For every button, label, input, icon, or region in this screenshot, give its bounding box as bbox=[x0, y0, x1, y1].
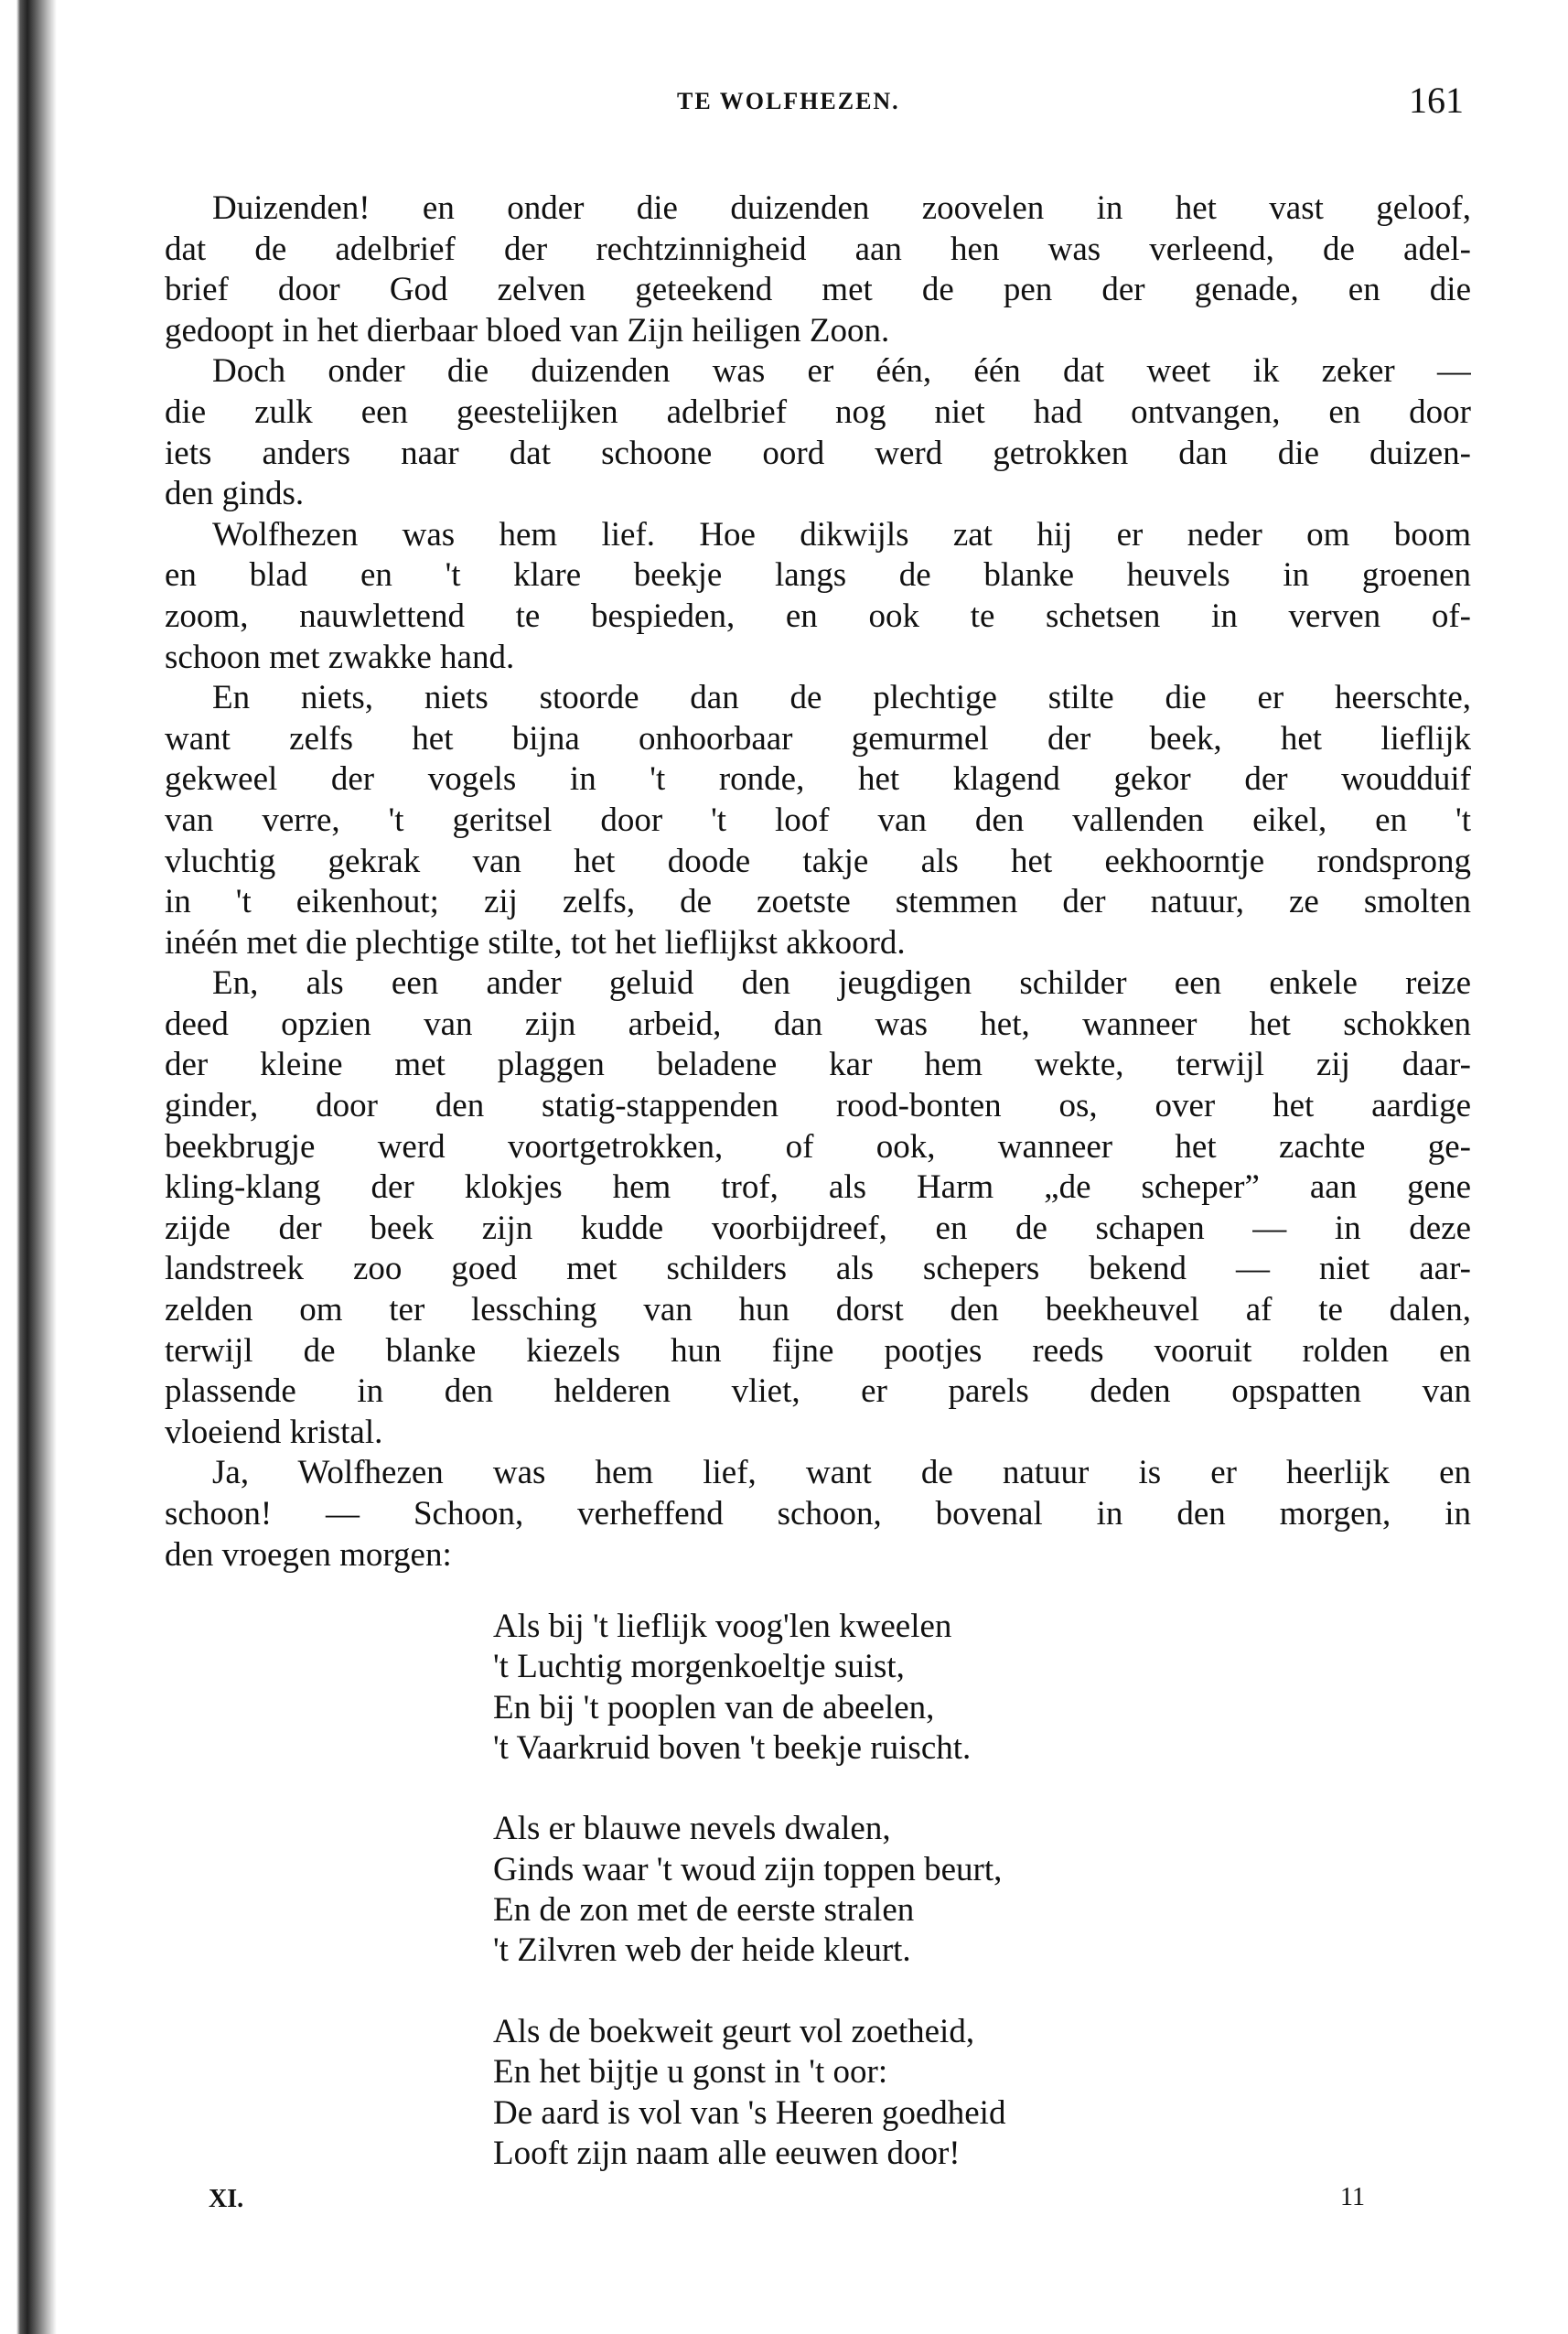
text-line: zoom, nauwlettend te bespieden, en ook te schetsen in verven of- bbox=[165, 597, 1471, 635]
text-line: die zulk een geestelijken adelbrief nog niet had ontvangen, en door bbox=[165, 393, 1471, 431]
poem-line: Looft zijn naam alle eeuwen door! bbox=[493, 2134, 961, 2172]
poem-line: 't Vaarkruid boven 't beekje ruischt. bbox=[493, 1728, 972, 1767]
paragraph bbox=[165, 963, 1471, 1453]
text-line: in 't eikenhout; zij zelfs, de zoetste stemmen der natuur, ze smolten bbox=[165, 883, 1471, 921]
text-line: landstreek zoo goed met schilders als schepers bekend — niet aar- bbox=[165, 1250, 1471, 1288]
poem-stanza bbox=[493, 1809, 1005, 1971]
text-line: den ginds. bbox=[165, 475, 305, 513]
text-line: schoon! — Schoon, verheffend schoon, bovenal in den morgen, in bbox=[165, 1495, 1471, 1533]
text-line: En niets, niets stoorde dan de plechtige stilte die er heerschte, bbox=[212, 679, 1471, 717]
text-line: Wolfhezen was hem lief. Hoe dikwijls zat hij er neder om boom bbox=[212, 515, 1471, 554]
body-text bbox=[165, 188, 1471, 1576]
text-line: schoon met zwakke hand. bbox=[165, 638, 515, 676]
poem-line: De aard is vol van 's Heeren goedheid bbox=[493, 2093, 1006, 2132]
text-line: der kleine met plaggen beladene kar hem wekte, terwijl zij daar- bbox=[165, 1046, 1471, 1084]
text-line: beekbrugje werd voortgetrokken, of ook, wanneer het zachte ge- bbox=[165, 1127, 1471, 1166]
poem-line: Als de boekweit geurt vol zoetheid, bbox=[493, 2012, 975, 2050]
text-line: iets anders naar dat schoone oord werd getrokken dan die duizen- bbox=[165, 434, 1471, 472]
text-line: brief door God zelven geteekend met de pen der genade, en die bbox=[165, 271, 1471, 309]
paragraph bbox=[165, 188, 1471, 351]
text-line: deed opzien van zijn arbeid, dan was het, wanneer het schokken bbox=[165, 1005, 1471, 1043]
signature-mark: XI. bbox=[209, 2185, 244, 2213]
poem-line: En de zon met de eerste stralen bbox=[493, 1891, 915, 1930]
poem-line: Ginds waar 't woud zijn toppen beurt, bbox=[493, 1850, 1003, 1888]
text-line: Ja, Wolfhezen was hem lief, want de natuur is er heerlijk en bbox=[212, 1454, 1471, 1492]
scan-edge bbox=[0, 0, 57, 2334]
poem-line: 't Luchtig morgenkoeltje suist, bbox=[493, 1648, 905, 1686]
poem-line: Als bij 't lieflijk voog'len kweelen bbox=[493, 1608, 952, 1645]
text-line: want zelfs het bijna onhoorbaar gemurmel der beek, het lieflijk bbox=[165, 719, 1471, 758]
text-line: En, als een ander geluid den jeugdigen schilder een enkele reize bbox=[212, 964, 1471, 1003]
text-line: vloeiend kristal. bbox=[165, 1413, 383, 1451]
text-line: inéén met die plechtige stilte, tot het lieflijkst akkoord. bbox=[165, 923, 906, 962]
sheet-number: 11 bbox=[1340, 2183, 1365, 2211]
text-line: Duizenden! en onder die duizenden zoovelen in het vast geloof, bbox=[212, 189, 1471, 227]
text-line: den vroegen morgen: bbox=[165, 1535, 452, 1574]
text-line: kling-klang der klokjes hem trof, als Harm „de scheper” aan gene bbox=[165, 1168, 1471, 1207]
text-line: zijde der beek zijn kudde voorbijdreef, en de schapen — in deze bbox=[165, 1209, 1471, 1247]
poem bbox=[493, 1607, 1005, 2214]
text-line: terwijl de blanke kiezels hun fijne pootjes reeds vooruit rolden en bbox=[165, 1331, 1471, 1370]
paragraph bbox=[165, 1453, 1471, 1576]
text-line: vluchtig gekrak van het doode takje als het eekhoorntje rondsprong bbox=[165, 842, 1471, 880]
page-number: 161 bbox=[1409, 80, 1464, 121]
text-line: dat de adelbrief der rechtzinnigheid aan hen was verleend, de adel- bbox=[165, 230, 1471, 268]
text-line: Doch onder die duizenden was er één, één dat weet ik zeker — bbox=[212, 352, 1471, 391]
poem-line: En bij 't pooplen van de abeelen, bbox=[493, 1688, 935, 1726]
poem-line: En het bijtje u gonst in 't oor: bbox=[493, 2053, 888, 2092]
paragraph bbox=[165, 515, 1471, 678]
poem-line: Als er blauwe nevels dwalen, bbox=[493, 1810, 891, 1848]
paragraph bbox=[165, 351, 1471, 514]
text-line: zelden om ter lessching van hun dorst den beekheuvel af te dalen, bbox=[165, 1291, 1471, 1329]
text-line: en blad en 't klare beekje langs de blanke heuvels in groenen bbox=[165, 556, 1471, 595]
running-head: TE WOLFHEZEN. bbox=[677, 88, 900, 114]
text-line: van verre, 't geritsel door 't loof van den vallenden eikel, en 't bbox=[165, 801, 1471, 839]
poem-stanza bbox=[493, 2012, 1005, 2174]
text-line: plassende in den helderen vliet, er parels deden opspatten van bbox=[165, 1372, 1471, 1411]
text-line: ginder, door den statig-stappenden rood-bonten os, over het aardige bbox=[165, 1087, 1471, 1125]
text-line: gedoopt in het dierbaar bloed van Zijn heiligen Zoon. bbox=[165, 311, 890, 350]
poem-line: 't Zilvren web der heide kleurt. bbox=[493, 1931, 911, 1970]
text-line: gekweel der vogels in 't ronde, het klagend gekor der woudduif bbox=[165, 760, 1471, 799]
paragraph bbox=[165, 678, 1471, 963]
poem-stanza bbox=[493, 1607, 1005, 1769]
